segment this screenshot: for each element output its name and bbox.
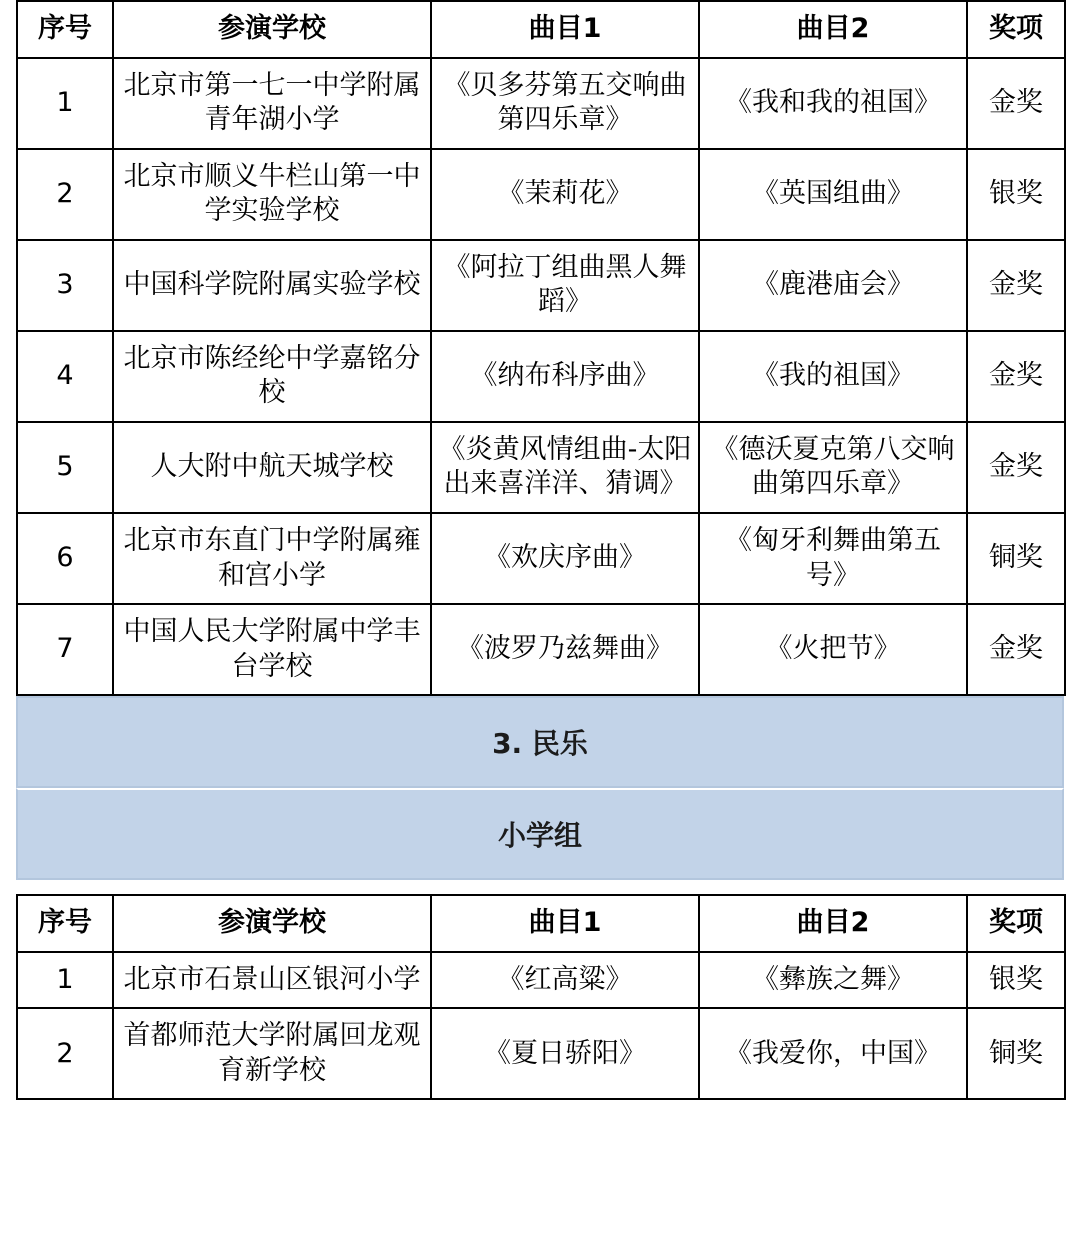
- header-cell-index: 序号: [17, 1, 113, 58]
- cell-school: 中国科学院附属实验学校: [113, 240, 431, 331]
- cell-school: 人大附中航天城学校: [113, 422, 431, 513]
- results-table-bottom: [16, 894, 1066, 1100]
- table-row: [17, 149, 1065, 240]
- table-header-row: [17, 1, 1065, 58]
- cell-award: 金奖: [967, 240, 1065, 331]
- cell-award: 金奖: [967, 422, 1065, 513]
- table-row: [17, 58, 1065, 149]
- cell-piece1: 《波罗乃兹舞曲》: [431, 604, 699, 695]
- cell-award: 铜奖: [967, 1008, 1065, 1099]
- cell-school: 北京市第一七一中学附属青年湖小学: [113, 58, 431, 149]
- cell-index: 4: [17, 331, 113, 422]
- cell-piece2: 《彝族之舞》: [699, 952, 967, 1009]
- cell-piece2: 《火把节》: [699, 604, 967, 695]
- cell-piece1: 《贝多芬第五交响曲第四乐章》: [431, 58, 699, 149]
- cell-index: 3: [17, 240, 113, 331]
- header-cell-school: 参演学校: [113, 895, 431, 952]
- cell-index: 7: [17, 604, 113, 695]
- group-band: 小学组: [16, 788, 1064, 880]
- cell-piece1: 《欢庆序曲》: [431, 513, 699, 604]
- table-row: [17, 422, 1065, 513]
- cell-award: 金奖: [967, 604, 1065, 695]
- table-row: [17, 240, 1065, 331]
- cell-index: 5: [17, 422, 113, 513]
- header-cell-piece2: 曲目2: [699, 895, 967, 952]
- cell-school: 北京市石景山区银河小学: [113, 952, 431, 1009]
- header-cell-piece1: 曲目1: [431, 895, 699, 952]
- cell-award: 金奖: [967, 58, 1065, 149]
- header-cell-award: 奖项: [967, 895, 1065, 952]
- cell-piece2: 《英国组曲》: [699, 149, 967, 240]
- cell-school: 北京市顺义牛栏山第一中学实验学校: [113, 149, 431, 240]
- header-cell-award: 奖项: [967, 1, 1065, 58]
- cell-school: 中国人民大学附属中学丰台学校: [113, 604, 431, 695]
- cell-piece2: 《我和我的祖国》: [699, 58, 967, 149]
- cell-award: 银奖: [967, 952, 1065, 1009]
- header-cell-index: 序号: [17, 895, 113, 952]
- cell-piece1: 《阿拉丁组曲黑人舞蹈》: [431, 240, 699, 331]
- header-cell-piece1: 曲目1: [431, 1, 699, 58]
- table-row: [17, 331, 1065, 422]
- cell-award: 银奖: [967, 149, 1065, 240]
- header-cell-school: 参演学校: [113, 1, 431, 58]
- cell-award: 铜奖: [967, 513, 1065, 604]
- cell-piece1: 《纳布科序曲》: [431, 331, 699, 422]
- cell-index: 6: [17, 513, 113, 604]
- table-header-row: [17, 895, 1065, 952]
- table-row: [17, 513, 1065, 604]
- cell-school: 北京市东直门中学附属雍和宫小学: [113, 513, 431, 604]
- cell-piece2: 《我爱你，中国》: [699, 1008, 967, 1099]
- cell-piece1: 《红高粱》: [431, 952, 699, 1009]
- band-table-spacer: [16, 880, 1064, 894]
- cell-school: 首都师范大学附属回龙观育新学校: [113, 1008, 431, 1099]
- cell-piece2: 《鹿港庙会》: [699, 240, 967, 331]
- cell-index: 1: [17, 58, 113, 149]
- cell-piece2: 《德沃夏克第八交响曲第四乐章》: [699, 422, 967, 513]
- cell-piece1: 《茉莉花》: [431, 149, 699, 240]
- cell-school: 北京市陈经纶中学嘉铭分校: [113, 331, 431, 422]
- cell-award: 金奖: [967, 331, 1065, 422]
- results-table-top: [16, 0, 1066, 696]
- cell-index: 2: [17, 1008, 113, 1099]
- cell-index: 2: [17, 149, 113, 240]
- cell-index: 1: [17, 952, 113, 1009]
- cell-piece1: 《夏日骄阳》: [431, 1008, 699, 1099]
- table-row: [17, 952, 1065, 1009]
- section-band: 3. 民乐: [16, 696, 1064, 788]
- cell-piece2: 《我的祖国》: [699, 331, 967, 422]
- cell-piece2: 《匈牙利舞曲第五号》: [699, 513, 967, 604]
- table-row: [17, 1008, 1065, 1099]
- cell-piece1: 《炎黄风情组曲-太阳出来喜洋洋、猜调》: [431, 422, 699, 513]
- table-row: [17, 604, 1065, 695]
- header-cell-piece2: 曲目2: [699, 1, 967, 58]
